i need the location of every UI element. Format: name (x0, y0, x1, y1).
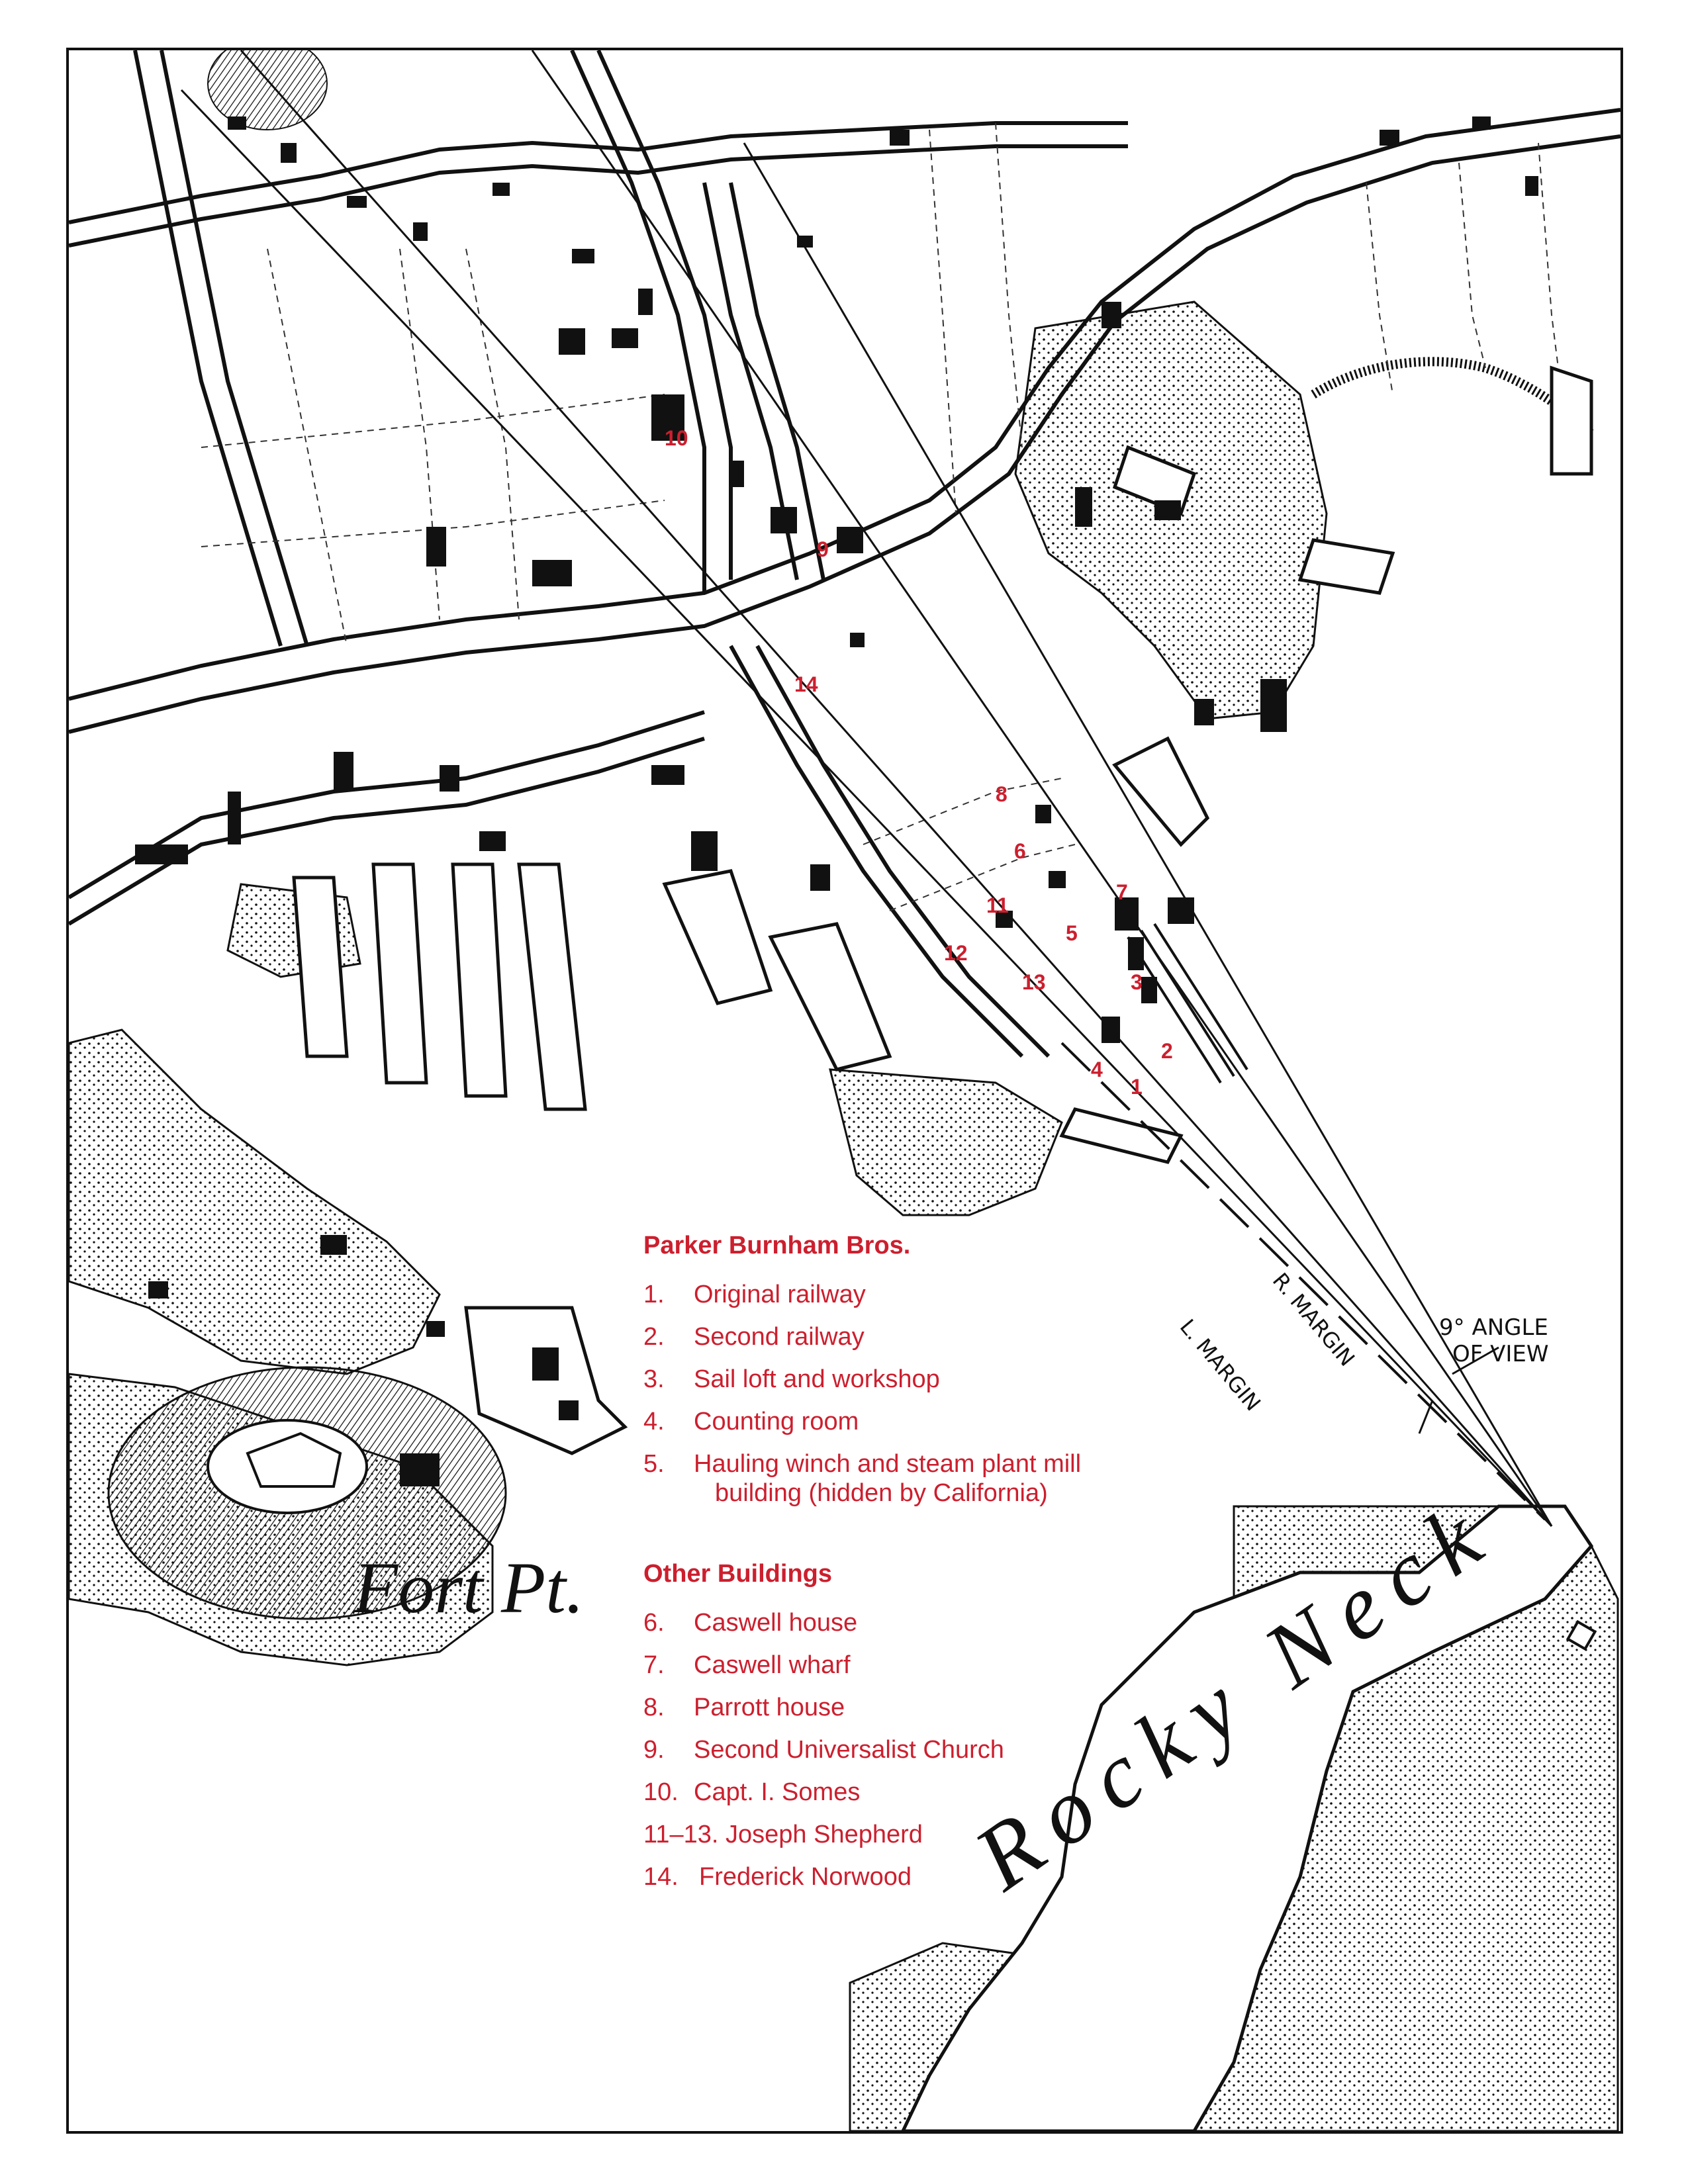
legend-item (643, 1651, 1170, 1680)
legend-label: Second Universalist Church (694, 1736, 1004, 1764)
legend-num: 10. (643, 1778, 679, 1806)
marker-4: 4 (1091, 1058, 1103, 1081)
legend-label: Capt. I. Somes (694, 1778, 861, 1806)
legend-label: Original railway (694, 1281, 866, 1308)
l-margin-label: L. MARGIN (1174, 1314, 1266, 1416)
legend-num: 6. (643, 1609, 665, 1637)
marker-9: 9 (817, 537, 829, 561)
map-legend (643, 1231, 1170, 1905)
marker-8: 8 (996, 782, 1008, 806)
legend-item (643, 1820, 1170, 1849)
hill-top-right (1313, 361, 1591, 434)
legend-heading-other: Other Buildings (643, 1560, 832, 1588)
legend-num: 14. (643, 1863, 679, 1891)
hill-top-left (208, 50, 327, 130)
legend-num: 9. (643, 1736, 665, 1764)
legend-label: Frederick Norwood (699, 1863, 912, 1891)
marker-7: 7 (1116, 880, 1128, 904)
fort-pt-label: Fort Pt. (353, 1547, 585, 1628)
legend-label: Parrott house (694, 1694, 845, 1721)
legend-num: 1. (643, 1281, 665, 1308)
r-margin-label: R. MARGIN (1267, 1268, 1360, 1371)
marker-10: 10 (665, 426, 688, 450)
legend-item (643, 1735, 1170, 1764)
legend-num: 11–13. (643, 1821, 719, 1848)
property-lines (201, 123, 1558, 911)
legend-item (643, 1407, 1170, 1436)
marker-3: 3 (1131, 970, 1143, 994)
legend-item (643, 1449, 1170, 1508)
legend-num: 7. (643, 1651, 665, 1679)
legend-item (643, 1365, 1170, 1394)
marker-2: 2 (1161, 1039, 1173, 1063)
angle-label-line1: 9° ANGLE (1439, 1314, 1548, 1341)
legend-label: Caswell wharf (694, 1651, 851, 1679)
legend-num: 4. (643, 1408, 665, 1435)
legend-heading-parker: Parker Burnham Bros. (643, 1232, 911, 1259)
marker-5: 5 (1066, 921, 1078, 945)
marker-1: 1 (1131, 1075, 1143, 1099)
legend-label: Counting room (694, 1408, 859, 1435)
legend-item (643, 1608, 1170, 1637)
legend-label: Hauling winch and steam plant mill (694, 1450, 1082, 1478)
rocky-neck-label: Rocky Neck (957, 1477, 1513, 1910)
legend-item (643, 1778, 1170, 1807)
legend-item (643, 1322, 1170, 1351)
legend-label: Sail loft and workshop (694, 1365, 940, 1393)
legend-num: 5. (643, 1450, 665, 1478)
marker-12: 12 (944, 941, 968, 965)
legend-item (643, 1693, 1170, 1722)
legend-label: Joseph Shepherd (726, 1821, 923, 1848)
legend-num: 2. (643, 1323, 665, 1351)
angle-label-line2: OF VIEW (1452, 1341, 1549, 1367)
legend-label: Caswell house (694, 1609, 858, 1637)
legend-label-line2: building (hidden by California) (715, 1479, 1048, 1507)
legend-num: 3. (643, 1365, 665, 1393)
legend-item (643, 1862, 1170, 1891)
legend-item (643, 1280, 1170, 1309)
marker-13: 13 (1022, 970, 1046, 994)
marker-14: 14 (794, 672, 818, 696)
marker-6: 6 (1014, 839, 1026, 863)
legend-label: Second railway (694, 1323, 865, 1351)
legend-num: 8. (643, 1694, 665, 1721)
map-frame (66, 48, 1623, 2134)
marker-11: 11 (986, 893, 1009, 917)
